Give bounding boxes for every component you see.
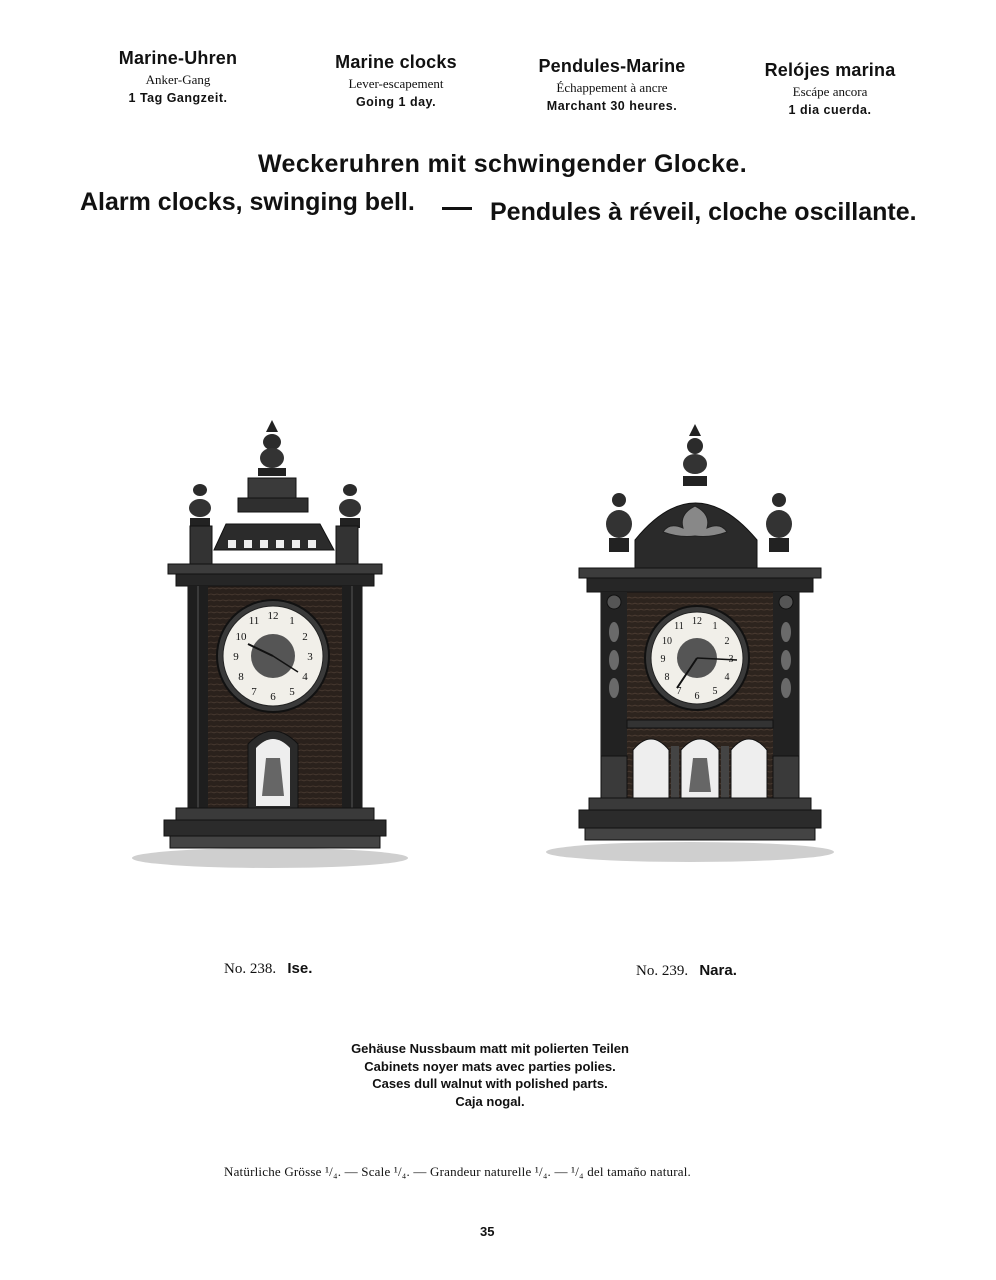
svg-text:10: 10 (235, 631, 247, 643)
svg-text:1: 1 (289, 615, 295, 627)
svg-text:11: 11 (248, 615, 260, 627)
header-going: Marchant 30 heures. (546, 99, 678, 113)
model-name: Nara. (699, 962, 737, 979)
material-german: Gehäuse Nussbaum matt mit polierten Teilen (351, 1041, 629, 1056)
section-title-french: Pendules à réveil, cloche oscillante. (490, 198, 917, 226)
svg-text:3: 3 (307, 651, 313, 663)
header-escapement: Escápe ancora (792, 84, 868, 99)
header-escapement: Anker-Gang (145, 72, 211, 87)
header-column-german (78, 48, 278, 105)
svg-text:8: 8 (238, 671, 244, 683)
svg-text:7: 7 (676, 686, 682, 697)
header-escapement: Échappement à ancre (556, 80, 668, 95)
svg-text:1: 1 (712, 621, 718, 632)
page-number: 35 (480, 1224, 495, 1239)
title-dash (442, 207, 472, 210)
header-going: Going 1 day. (355, 95, 437, 109)
clock-nara-illustration (545, 420, 835, 865)
svg-text:12: 12 (692, 616, 702, 627)
svg-text:4: 4 (302, 671, 308, 683)
svg-text:10: 10 (662, 636, 672, 647)
svg-text:7: 7 (251, 686, 257, 698)
scale-note: Natürliche Grösse ¹/₄. — Scale ¹/₄. — Grandeur naturelle ¹/₄. — ¹/₄ del tamaño natural. (224, 1164, 691, 1179)
svg-text:4: 4 (724, 672, 730, 683)
model-name: Ise. (287, 960, 313, 977)
svg-text:5: 5 (289, 686, 295, 698)
svg-text:8: 8 (664, 672, 670, 683)
clock-ise-illustration (130, 418, 410, 873)
material-english: Cases dull walnut with polished parts. (372, 1076, 608, 1091)
header-title: Marine-Uhren (118, 48, 238, 68)
catalog-number: No. 239. (636, 963, 689, 979)
header-going: 1 Tag Gangzeit. (128, 91, 228, 105)
header-escapement: Lever-escapement (348, 76, 444, 91)
svg-text:9: 9 (233, 651, 239, 663)
caption-no-239 (636, 962, 737, 980)
material-description (260, 1040, 720, 1110)
svg-text:2: 2 (302, 631, 308, 643)
header-going: 1 dia cuerda. (788, 103, 872, 117)
header-title: Pendules-Marine (538, 56, 686, 76)
section-title-german: Weckeruhren mit schwingender Glocke. (258, 150, 748, 178)
svg-text:9: 9 (660, 654, 666, 665)
header-column-spanish (730, 60, 930, 117)
svg-text:11: 11 (674, 621, 684, 632)
svg-text:12: 12 (267, 610, 279, 622)
header-column-french (512, 56, 712, 113)
header-column-english (296, 52, 496, 109)
material-french: Cabinets noyer mats avec parties polies. (364, 1058, 616, 1074)
svg-text:6: 6 (694, 691, 700, 702)
header-title: Relójes marina (764, 60, 896, 80)
catalog-number: No. 238. (224, 961, 277, 977)
caption-no-238 (224, 960, 312, 978)
svg-text:5: 5 (712, 686, 718, 697)
header-title: Marine clocks (335, 52, 457, 72)
section-title-english: Alarm clocks, swinging bell. (80, 188, 415, 216)
svg-text:6: 6 (270, 691, 276, 703)
svg-text:2: 2 (724, 636, 730, 647)
material-spanish: Caja nogal. (455, 1093, 525, 1109)
